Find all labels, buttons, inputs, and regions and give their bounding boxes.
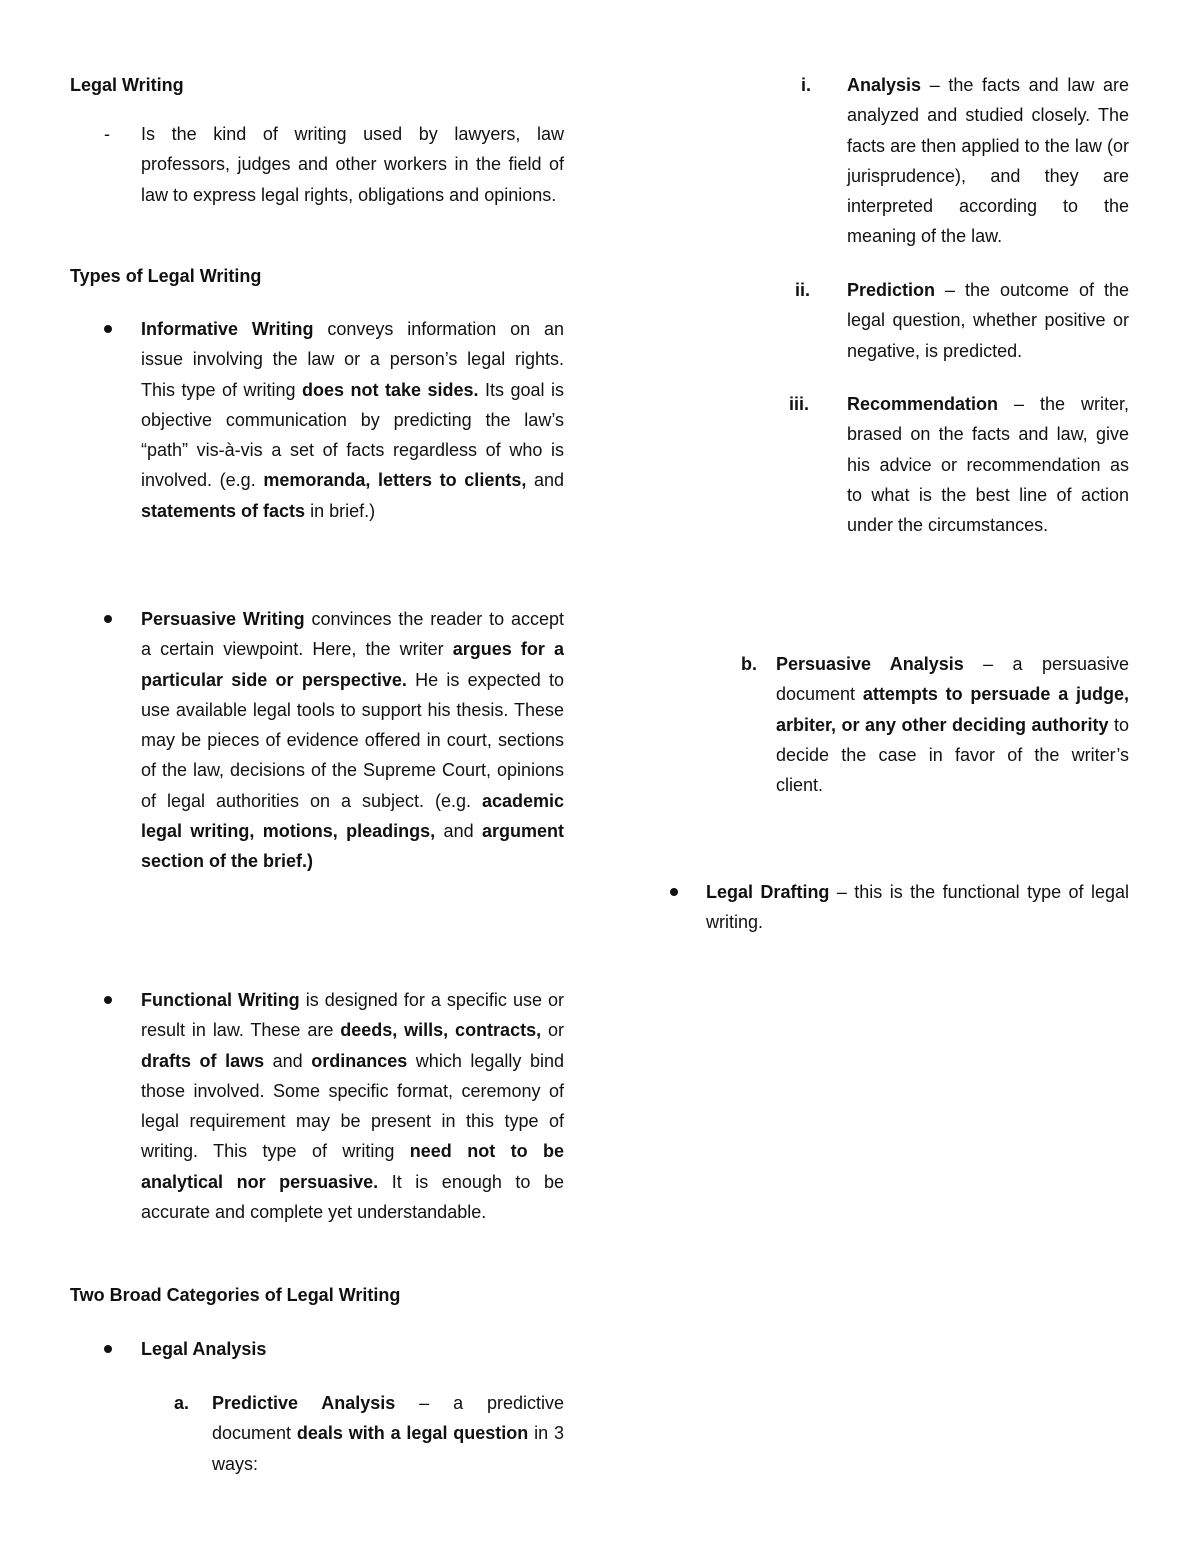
- list-marker-b: b.: [741, 654, 757, 674]
- analysis-paragraph: Analysis – the facts and law are analyzed and studied closely. The facts are then applied to the law (or jurisprudence), and they are interpreted according to the meaning of the law.: [847, 75, 1129, 247]
- list-marker-i: i.: [801, 75, 812, 95]
- bullet-icon: [104, 996, 112, 1004]
- heading-two-broad-categories: Two Broad Categories of Legal Writing: [70, 1285, 401, 1305]
- list-marker-ii: ii.: [795, 280, 811, 300]
- bullet-icon: [104, 1345, 112, 1353]
- heading-types-of-legal-writing: Types of Legal Writing: [70, 266, 262, 286]
- legal-drafting-paragraph: Legal Drafting – this is the functional type of legal writing.: [706, 882, 1129, 933]
- bullet-icon: [104, 325, 112, 333]
- recommendation-paragraph: Recommendation – the writer, brased on the facts and law, give his advice or recommendation as to what is the best line of action under the circumstances.: [847, 394, 1129, 536]
- informative-writing-paragraph: Informative Writing conveys information on an issue involving the law or a person’s legal rights. This type of writing does not take sides. Its goal is objective communication by predicting the law’s “path” vis-à-vis a set of facts regardless of who is involved. (e.g. memoranda, letters to clients, and statements of facts in brief.): [141, 319, 565, 521]
- legal-analysis-label: Legal Analysis: [141, 1339, 267, 1359]
- persuasive-writing-paragraph: Persuasive Writing convinces the reader to accept a certain viewpoint. Here, the writer argues for a particular side or perspective. He is expected to use available legal tools to support his thesis. These may be pieces of evidence offered in court, sections of the law, decisions of the Supreme Court, opinions of legal authorities on a subject. (e.g. academic legal writing, motions, pleadings, and argument section of the brief.): [141, 609, 564, 872]
- bullet-icon: [670, 888, 678, 896]
- prediction-paragraph: Prediction – the outcome of the legal question, whether positive or negative, is predicted.: [847, 280, 1129, 361]
- predictive-analysis-paragraph: Predictive Analysis – a predictive document deals with a legal question in 3 ways:: [212, 1393, 564, 1474]
- persuasive-analysis-paragraph: Persuasive Analysis – a persuasive document attempts to persuade a judge, arbiter, or any other deciding authority to decide the case in favor of the writer’s client.: [776, 654, 1129, 796]
- dash-marker: -: [104, 124, 110, 144]
- list-marker-a: a.: [174, 1393, 190, 1413]
- heading-legal-writing: Legal Writing: [70, 75, 184, 95]
- bullet-icon: [104, 615, 112, 623]
- list-marker-iii: iii.: [789, 394, 810, 414]
- functional-writing-paragraph: Functional Writing is designed for a specific use or result in law. These are deeds, wills, contracts, or drafts of laws and ordinances which legally bind those involved. Some specific format, ceremony of legal requirement may be present in this type of writing. This type of writing need not to be analytical nor persuasive. It is enough to be accurate and complete yet understandable.: [141, 990, 564, 1223]
- legal-writing-definition: Is the kind of writing used by lawyers, law professors, judges and other workers in the field of law to express legal rights, obligations and opinions.: [141, 124, 564, 205]
